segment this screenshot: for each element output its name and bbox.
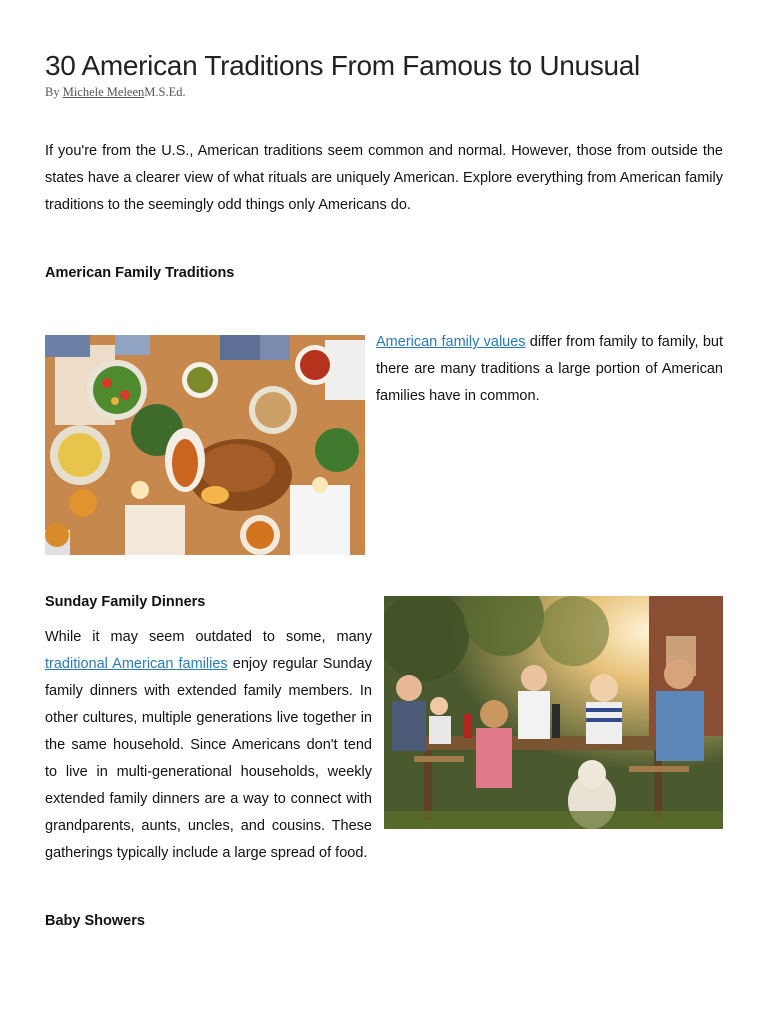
byline (45, 85, 186, 100)
section-heading-family-traditions: American Family Traditions (45, 265, 235, 281)
sunday-text-intro: While it may seem outdated to some, many (45, 629, 372, 645)
image-float-spacer (384, 624, 723, 830)
author-link[interactable]: Michele Meleen (62, 85, 145, 99)
family-feast-image (45, 335, 365, 555)
byline-prefix: By (45, 85, 63, 99)
author-credentials: M.S.Ed. (144, 85, 186, 99)
article-title: 30 American Traditions From Famous to Unusual (45, 50, 640, 81)
family-values-paragraph (376, 329, 723, 410)
american-family-values-link[interactable]: American family values (376, 334, 526, 350)
section-heading-baby-showers: Baby Showers (45, 913, 145, 929)
intro-paragraph: If you're from the U.S., American traditions seem common and normal. However, those from outside the states have a clearer view of what rituals are uniquely American. Explore everything from American family traditions to the seemingly odd things only Americans do. (45, 143, 723, 213)
sunday-text-body: enjoy regular Sunday family dinners with extended family members. In other cultures, multiple generations live together in the same household. Since Americans don't tend to live in multi-generational households, weekly extended family dinners are a way to connect with grandparents, aunts, uncles, and cousins. These gatherings typically include a large spread of food. (45, 656, 372, 861)
family-values-text: differ from family to family, but there are many traditions a large portion of American families have in common. (376, 334, 724, 404)
section-heading-sunday-dinners: Sunday Family Dinners (45, 594, 206, 610)
sunday-dinners-paragraph (45, 624, 723, 867)
traditional-american-families-link[interactable]: traditional American families (45, 656, 228, 672)
